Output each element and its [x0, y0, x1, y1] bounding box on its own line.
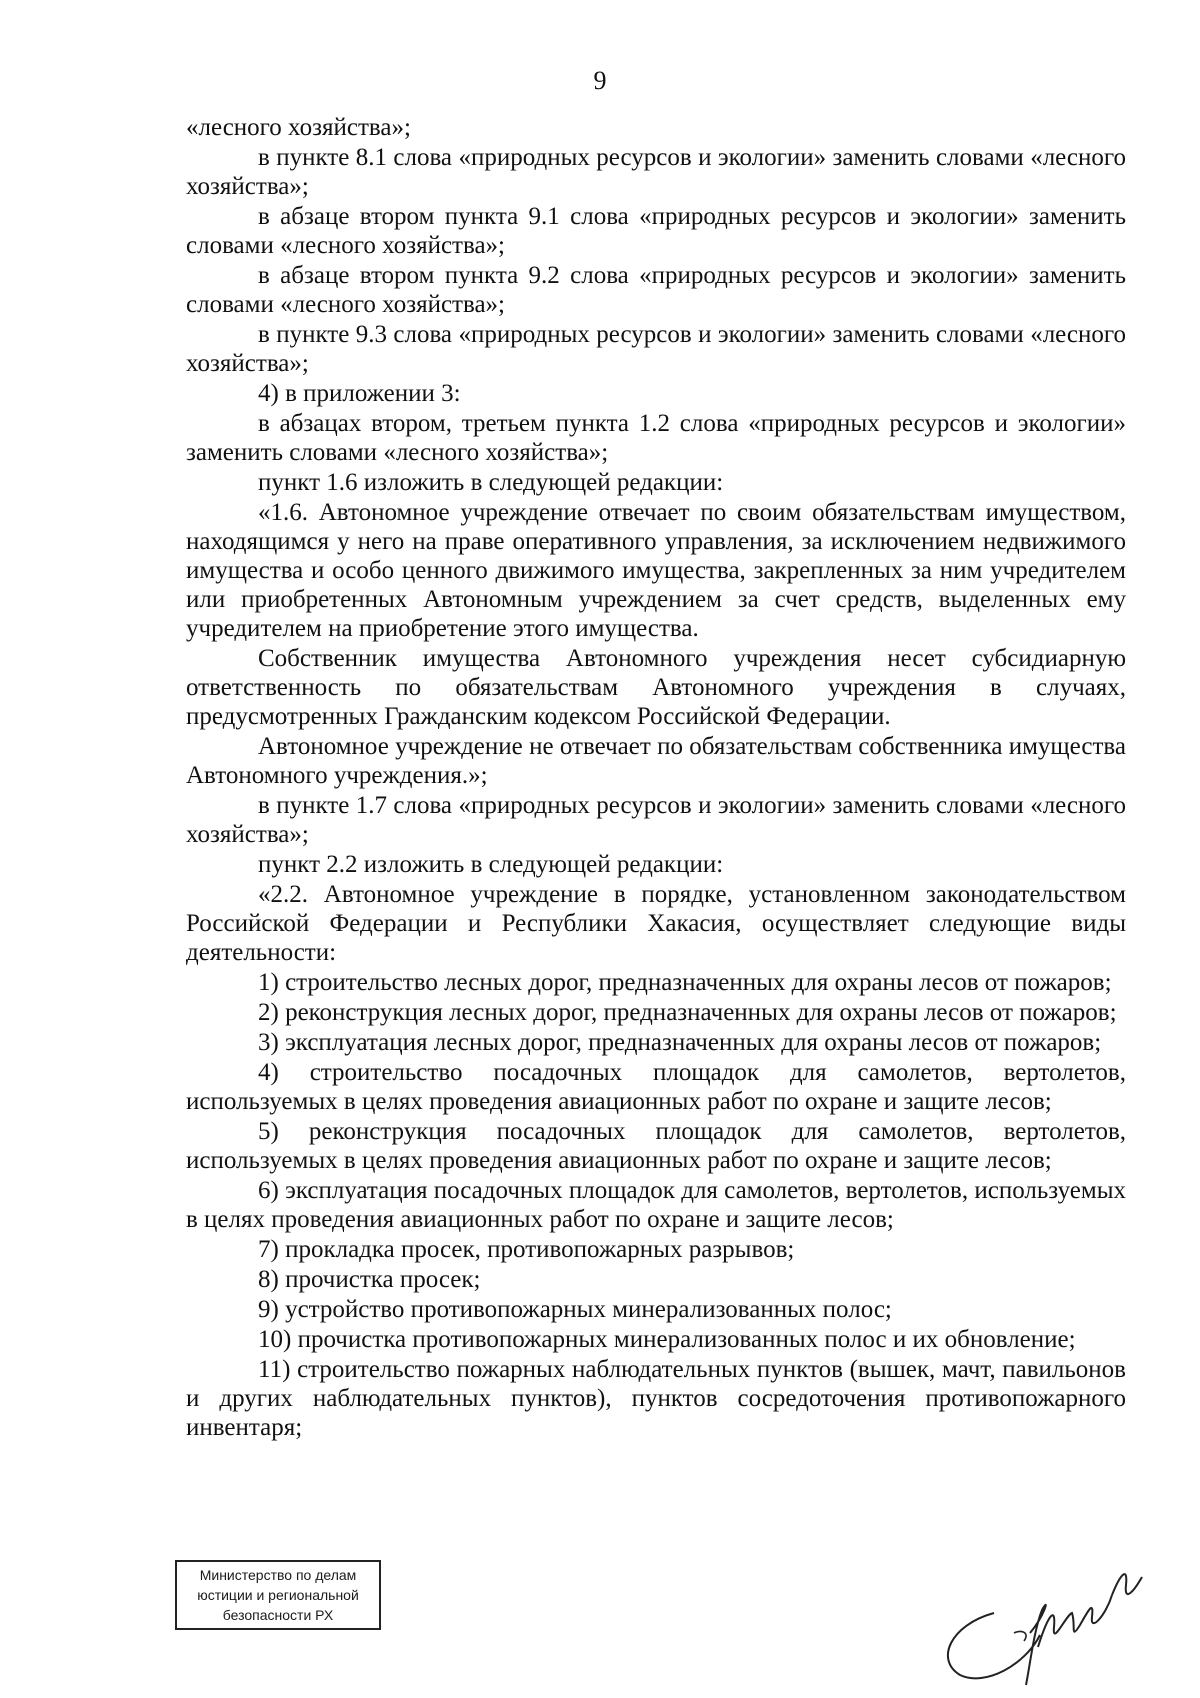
- stamp-line-1: Министерство по делам: [199, 1567, 357, 1583]
- paragraph: 4) строительство посадочных площадок для самолетов, вертолетов, используемых в целях проведения авиационных работ по охране и защите лесов;: [186, 1059, 1126, 1115]
- paragraph: в пункте 1.7 слова «природных ресурсов и экологии» заменить словами «лесного хозяйства»;: [186, 792, 1126, 848]
- paragraph: 11) строительство пожарных наблюдательных пунктов (вышек, мачт, павильонов и других наблюдательных пунктов), пунктов сосредоточения противопожарного инвентаря;: [186, 1356, 1126, 1441]
- paragraph: Собственник имущества Автономного учреждения несет субсидиарную ответственность по обязательствам Автономного учреждения в случаях, предусмотренных Гражданским кодексом Российской Федерации.: [186, 645, 1126, 730]
- paragraph: в пункте 9.3 слова «природных ресурсов и экологии» заменить словами «лесного хозяйства»;: [186, 321, 1126, 377]
- paragraph: 7) прокладка просек, противопожарных разрывов;: [258, 1236, 795, 1263]
- stamp-line-3: безопасности РХ: [222, 1607, 334, 1623]
- paragraph: «лесного хозяйства»;: [186, 114, 411, 141]
- paragraph: 8) прочистка просек;: [258, 1266, 481, 1293]
- paragraph: 2) реконструкция лесных дорог, предназначенных для охраны лесов от пожаров;: [258, 999, 1117, 1026]
- paragraph: 4) в приложении 3:: [258, 380, 461, 407]
- paragraph: «2.2. Автономное учреждение в порядке, установленном законодательством Российской Федерации и Республики Хакасия, осуществляет следующие виды деятельности:: [186, 881, 1126, 966]
- paragraph: 5) реконструкция посадочных площадок для самолетов, вертолетов, используемых в целях проведения авиационных работ по охране и защите лесов;: [186, 1118, 1126, 1174]
- handwritten-signature: [930, 1555, 1170, 1695]
- paragraph: в пункте 8.1 слова «природных ресурсов и экологии» заменить словами «лесного хозяйства»;: [186, 144, 1126, 200]
- paragraph: 3) эксплуатация лесных дорог, предназначенных для охраны лесов от пожаров;: [258, 1029, 1102, 1056]
- paragraph: 1) строительство лесных дорог, предназначенных для охраны лесов от пожаров;: [258, 969, 1112, 996]
- paragraph: 9) устройство противопожарных минерализованных полос;: [258, 1296, 892, 1323]
- paragraph: в абзаце втором пункта 9.1 слова «природных ресурсов и экологии» заменить словами «лесного хозяйства»;: [186, 203, 1126, 259]
- paragraph: в абзаце втором пункта 9.2 слова «природных ресурсов и экологии» заменить словами «лесного хозяйства»;: [186, 262, 1126, 318]
- stamp-line-2: юстиции и региональной: [197, 1587, 359, 1603]
- ministry-stamp: [175, 1560, 381, 1630]
- paragraph: пункт 2.2 изложить в следующей редакции:: [258, 851, 724, 878]
- paragraph: 6) эксплуатация посадочных площадок для самолетов, вертолетов, используемых в целях проведения авиационных работ по охране и защите лесов;: [186, 1177, 1126, 1233]
- paragraph: пункт 1.6 изложить в следующей редакции:: [258, 469, 724, 496]
- page-number: 9: [593, 66, 607, 95]
- paragraph: 10) прочистка противопожарных минерализованных полос и их обновление;: [258, 1326, 1076, 1353]
- document-body: [186, 113, 1126, 1443]
- paragraph: Автономное учреждение не отвечает по обязательствам собственника имущества Автономного учреждения.»;: [186, 733, 1126, 789]
- paragraph: «1.6. Автономное учреждение отвечает по своим обязательствам имуществом, находящимся у него на праве оперативного управления, за исключением недвижимого имущества и особо ценного движимого имущества, закрепленных за ним учредителем или приобретенных Автономным учреждением за счет средств, выделенных ему учредителем на приобретение этого имущества.: [186, 499, 1126, 642]
- paragraph: в абзацах втором, третьем пункта 1.2 слова «природных ресурсов и экологии» заменить словами «лесного хозяйства»;: [186, 410, 1126, 466]
